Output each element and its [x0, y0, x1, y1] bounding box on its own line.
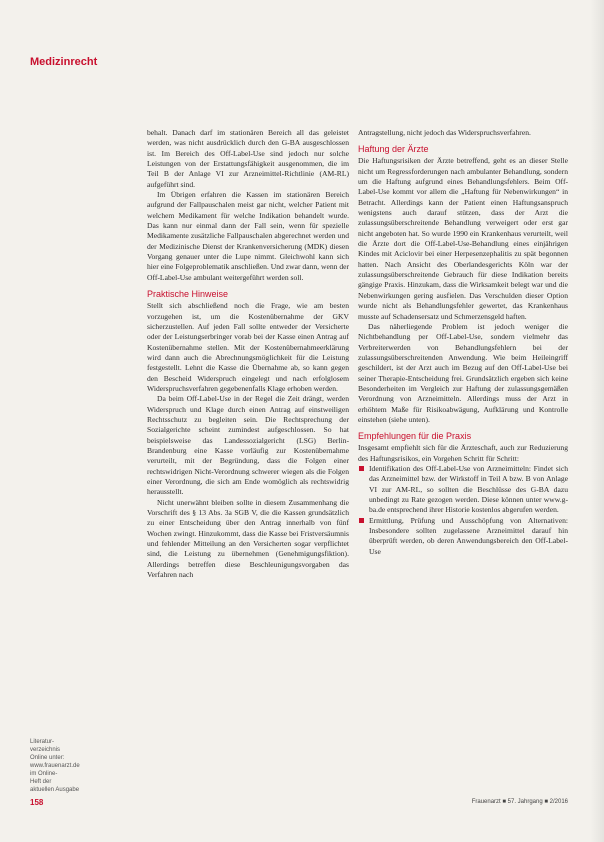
section-label: Medizinrecht [30, 56, 98, 68]
paragraph: Nicht unerwähnt bleiben sollte in diesem Zusammenhang die Vorschrift des § 13 Abs. 3a SGB V, die die Kassen grundsätzlich zu einer Entscheidung über den Antrag innerhalb von fünf Wochen zwingt. Hinzukommt, dass die Kasse bei Fristversäumnis und fehlender Mitteilung an den Versicherten sogar verpflichtet sind, die Leistung zu übernehmen (Genehmigungsfiktion). Allerdings betreffen diese Beschleunigungsvorgaben das Verfahren nach [147, 497, 349, 580]
paragraph: Insgesamt empfiehlt sich für die Ärzteschaft, auch zur Reduzierung des Haftungsrisikos, ein Vorgehen Schritt für Schritt: [358, 443, 568, 463]
paragraph: Die Haftungsrisiken der Ärzte betreffend, geht es an dieser Stelle nicht um Regressforderungen nach ambulanter Behandlung, sondern um die Haftung aufgrund eines Behandlungsfehlers. Beim Off-Label-Use kommt vor allem die „Haftung für Nebenwirkungen“ in Betracht. Allerdings kann der Patient einen Haftungsanspruch wenigstens auch darauf stützen, dass der Arzt die zulassungsüberschreitende Behandlung verweigert oder erst gar nicht angeboten hat. So wurde 1990 ein Krankenhaus verurteilt, weil die Ärzte dort die Off-Label-Use-Behandlung eines einjährigen Kindes mit Aciclovir bei einer Herpesenzephalitis zu spät begonnen hatten. Nach Ansicht des Oberlandesgerichts Köln war der zulassungsüberschreitende Gebrauch für diese Indikation bereits gängige Praxis. Hinzukam, dass die Wirksamkeit belegt war und die Nebenwirkungen gering ausfielen. Das Verschulden dieser Option wurde nicht als Behandlungsfehler gewertet, das Krankenhaus musste auf Schadensersatz und Schmerzensgeld haften. [358, 156, 568, 321]
paragraph: Das näherliegende Problem ist jedoch weniger die Nichtbehandlung per Off-Label-Use, sondern vielmehr das Verbreiterwerden von Behandlungsfehlern bei der zulassungsüberschreitenden Anwendung. Wie beim Heileingriff geschildert, ist der Arzt auch im Bezug auf den Off-Label-Use bei seiner Therapie-Entscheidung frei. Grundsätzlich ergeben sich keine Besonderheiten im Vergleich zur Haftung der zulassungsgemäßen Verordnung von Arzneimitteln. Allerdings muss der Arzt in erhöhtem Maße für Risikoabwägung, Aufklärung und Kontrolle einstehen (siehe unten). [358, 321, 568, 424]
caption-line: Heft der [30, 779, 52, 785]
list-item: Identifikation des Off-Label-Use von Arzneimitteln: Findet sich das Arzneimittel bzw. der Wirkstoff in Teil A bzw. B von Anlage VI zur AM-RL, so sollten die Beschlüsse des G-BA dazu unbedingt zu Rate gezogen werden. Diese können unter www.g-ba.de entsprechend ihrer Historie kostenlos abgerufen werden. [358, 464, 568, 516]
paragraph: Da beim Off-Label-Use in der Regel die Zeit drängt, werden Widerspruch und Klage durch einen Antrag auf einstweiligen Rechtsschutz zu begleiten sein. Die Rechtsprechung der Sozialgerichte scheint zumindest aufgeschlossen. So hat beispielsweise das Landessozialgericht (LSG) Berlin-Brandenburg eine Kasse vorläufig zur Kostenübernahme verurteilt, mit der Begründung, dass die Folgen einer rechtswidrigen Nicht-Verordnung schwerer wiegen als die Folgen einer Verordnung, die sich am Ende womöglich als rechtswidrig herausstellt. [147, 394, 349, 497]
paragraph: behalt. Danach darf im stationären Bereich all das geleistet werden, was nicht ausdrücklich durch den G-BA ausgeschlossen ist. Im Bereich des Off-Label-Use sind jedoch nur solche Leistungen von der Erstattungsfähigkeit ausgenommen, die im Teil B der Anlage VI zur Arzneimittel-Richtlinie (AM-RL) aufgeführt sind. [147, 128, 349, 189]
caption-line: Online unter: [30, 755, 65, 761]
caption-line: aktuellen Ausgabe [30, 787, 80, 793]
paragraph: Stellt sich abschließend noch die Frage, wie am besten vorzugehen ist, um die Kostenübernahme der GKV sicherzustellen. Auf jeden Fall sollte entweder der Versicherte oder der Leistungserbringer vorab bei der Kasse einen Antrag auf Kostenübernahme stellen. Mit der Kostenübernahmeerklärung wird dann auch die Abrechnungsmöglichkeit für die Leistung festgestellt. Lehnt die Kasse die Übernahme ab, so kann gegen den Bescheid Widerspruch eingelegt und nach erfolglosem Widerspruchsverfahren gegebenenfalls Klage erhoben werden. [147, 301, 349, 393]
caption-line: Literatur- [30, 739, 55, 745]
paragraph: Im Übrigen erfahren die Kassen im stationären Bereich aufgrund der Fallpauschalen meist gar nicht, welcher Patient mit welchem Medikament für welche Indikation behandelt wurde. Das kann nur einmal dann der Fall sein, wenn für spezielle Medikamente zusätzliche Fallpauschalen abgerechnet werden und der Medizinische Dienst der Krankenversicherung (MDK) diesen Vorgang genauer unter die Lupe nimmt. Gleichwohl kann sich hier eine Folgeproblematik anschließen. Und zwar dann, wenn der Off-Label-Use ambulant weitergeführt werden soll. [147, 190, 350, 282]
subheading-practical-notes: Praktische Hinweise [147, 289, 229, 300]
subheading-recommendations: Empfehlungen für die Praxis [358, 431, 472, 442]
left-column [147, 128, 349, 580]
caption-line: www.frauenarzt.de [30, 763, 80, 769]
page-edge-shadow [590, 0, 604, 842]
literature-note [30, 738, 120, 794]
list-item: Ermittlung, Prüfung und Ausschöpfung von Alternativen: Insbesondere sollten zugelassene Arzneimittel darauf hin überprüft werden, ob deren Anwendungsbereich den Off-Label-Use [358, 516, 568, 557]
caption-line: im Online- [30, 771, 58, 777]
publication-footer: Frauenarzt ■ 57. Jahrgang ■ 2/2016 [471, 799, 568, 805]
page-number: 158 [30, 798, 44, 807]
paragraph: Antragstellung, nicht jedoch das Widerspruchsverfahren. [358, 128, 531, 137]
right-column [358, 128, 568, 557]
caption-line: verzeichnis [30, 747, 61, 753]
subheading-liability: Haftung der Ärzte [358, 144, 429, 155]
recommendation-list [358, 464, 568, 557]
